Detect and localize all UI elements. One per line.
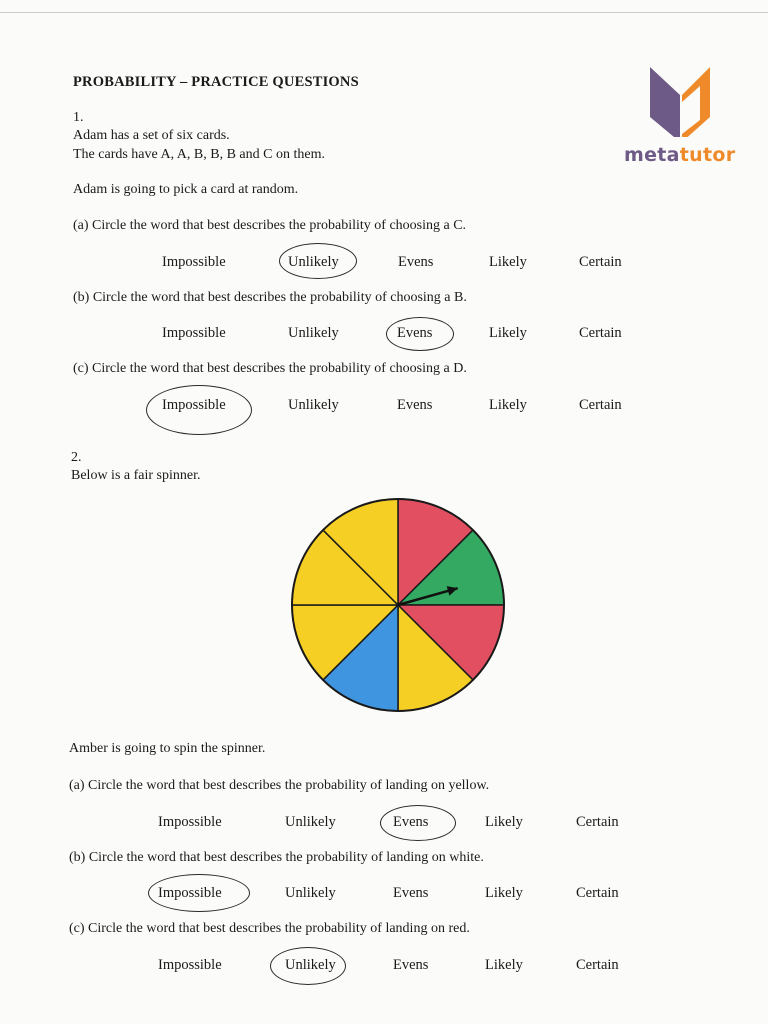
question-2-statement: Amber is going to spin the spinner. (69, 741, 266, 756)
q1a-answer-circle (279, 243, 357, 279)
q2c-answer-circle (270, 947, 346, 985)
logo-wordmark: metatutor (624, 144, 736, 166)
q2b-option-certain[interactable]: Certain (576, 885, 619, 901)
q2c-option-unlikely[interactable]: Unlikely (285, 957, 336, 973)
question-2-number: 2. (71, 450, 82, 465)
q2a-option-impossible[interactable]: Impossible (158, 814, 222, 830)
q2b-option-evens[interactable]: Evens (393, 885, 429, 901)
q1a-option-evens[interactable]: Evens (398, 254, 434, 270)
question-1b-prompt: (b) Circle the word that best describes the probability of choosing a B. (73, 290, 467, 305)
q1b-answer-circle (386, 317, 454, 351)
question-1-line-3: Adam is going to pick a card at random. (73, 182, 299, 197)
question-2b-prompt: (b) Circle the word that best describes the probability of landing on white. (69, 850, 484, 865)
q1c-option-certain[interactable]: Certain (579, 397, 622, 413)
q2c-option-likely[interactable]: Likely (485, 957, 523, 973)
q1b-option-likely[interactable]: Likely (489, 325, 527, 341)
question-2c-prompt: (c) Circle the word that best describes the probability of landing on red. (69, 921, 470, 936)
q2c-option-certain[interactable]: Certain (576, 957, 619, 973)
q2c-option-evens[interactable]: Evens (393, 957, 429, 973)
question-2-intro: Below is a fair spinner. (71, 468, 201, 483)
q1a-option-certain[interactable]: Certain (579, 254, 622, 270)
q1c-answer-circle (146, 385, 252, 435)
metatutor-logo (620, 62, 750, 172)
q2b-option-unlikely[interactable]: Unlikely (285, 885, 336, 901)
question-1-line-2: The cards have A, A, B, B, B and C on them. (73, 147, 325, 162)
q2a-option-unlikely[interactable]: Unlikely (285, 814, 336, 830)
q1a-option-unlikely[interactable]: Unlikely (288, 254, 339, 270)
question-1-number: 1. (73, 110, 84, 125)
q2b-option-likely[interactable]: Likely (485, 885, 523, 901)
logo-mark-icon (620, 62, 750, 137)
q1b-option-evens[interactable]: Evens (397, 325, 433, 341)
q1b-option-impossible[interactable]: Impossible (162, 325, 226, 341)
q1c-option-impossible[interactable]: Impossible (162, 397, 226, 413)
page-top-edge (0, 12, 768, 13)
fair-spinner (288, 495, 508, 715)
q1c-option-evens[interactable]: Evens (397, 397, 433, 413)
q1b-option-unlikely[interactable]: Unlikely (288, 325, 339, 341)
q2a-option-certain[interactable]: Certain (576, 814, 619, 830)
q1a-option-likely[interactable]: Likely (489, 254, 527, 270)
question-2a-prompt: (a) Circle the word that best describes the probability of landing on yellow. (69, 778, 490, 793)
question-1a-prompt: (a) Circle the word that best describes the probability of choosing a C. (73, 218, 467, 233)
q2c-option-impossible[interactable]: Impossible (158, 957, 222, 973)
q2b-answer-circle (148, 874, 250, 912)
question-1c-prompt: (c) Circle the word that best describes the probability of choosing a D. (73, 361, 467, 376)
page-title: PROBABILITY – PRACTICE QUESTIONS (73, 74, 359, 90)
q1a-option-impossible[interactable]: Impossible (162, 254, 226, 270)
q2a-option-likely[interactable]: Likely (485, 814, 523, 830)
q1b-option-certain[interactable]: Certain (579, 325, 622, 341)
q2a-answer-circle (380, 805, 456, 841)
q1c-option-likely[interactable]: Likely (489, 397, 527, 413)
question-1-line-1: Adam has a set of six cards. (73, 128, 230, 143)
q2a-option-evens[interactable]: Evens (393, 814, 429, 830)
q2b-option-impossible[interactable]: Impossible (158, 885, 222, 901)
q1c-option-unlikely[interactable]: Unlikely (288, 397, 339, 413)
